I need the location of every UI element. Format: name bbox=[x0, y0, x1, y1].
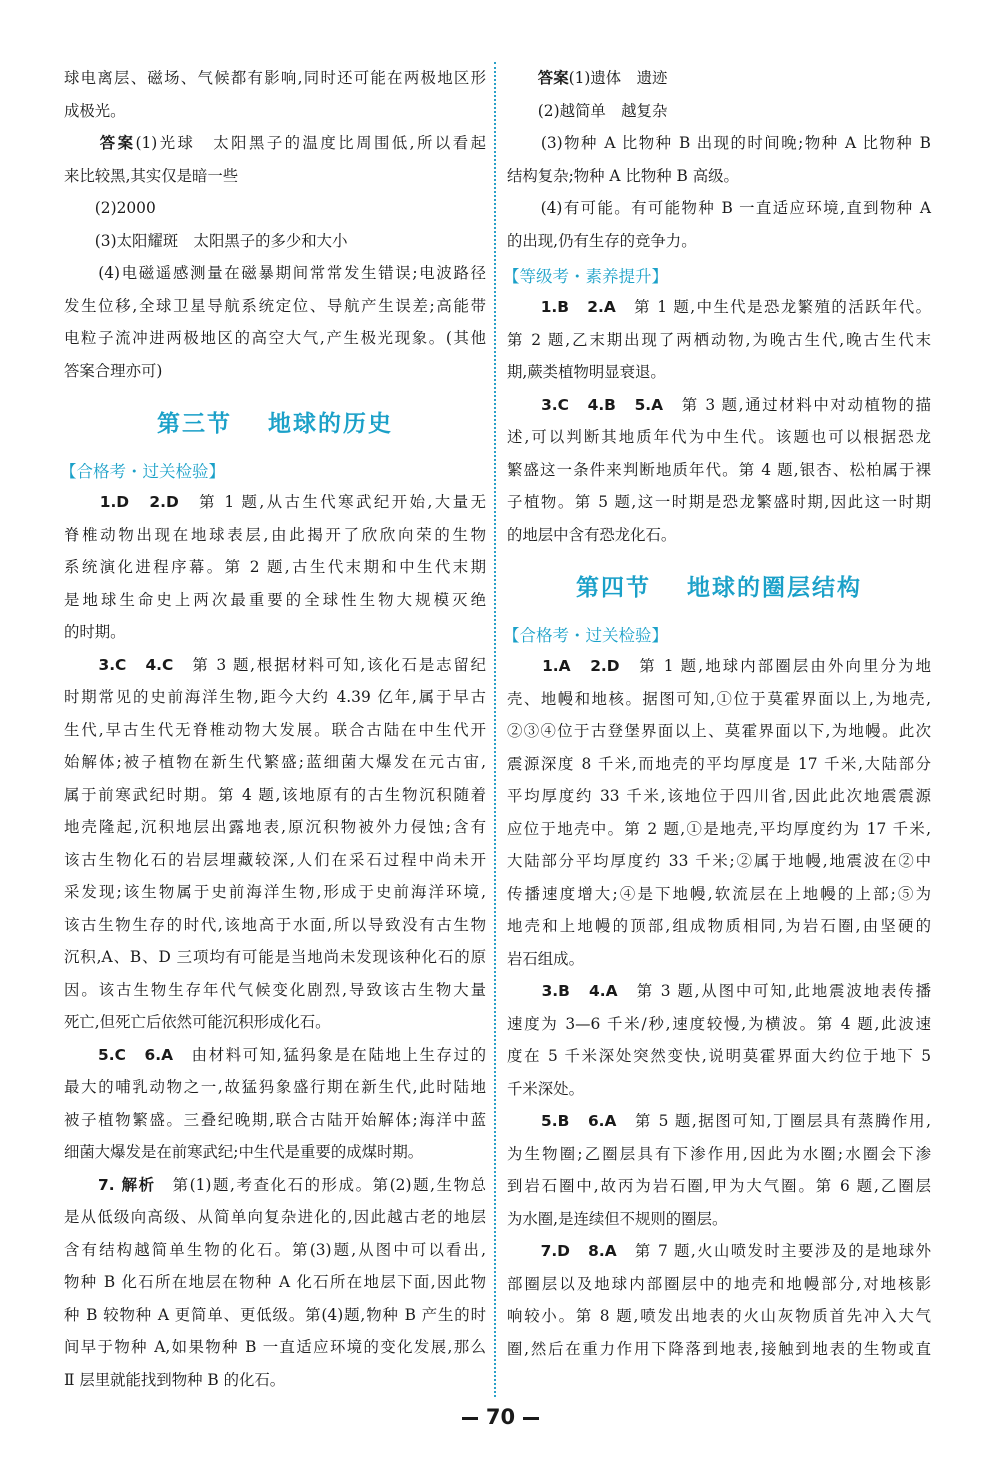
text-line: 采发现;该生物属于史前海洋生物,形成于史前海洋环境, bbox=[64, 883, 486, 901]
answer-text: (2)2000 bbox=[94, 199, 156, 217]
text-line: 始解体;被子植物在新生代繁盛;蓝细菌大爆发在元古宙, bbox=[64, 753, 486, 771]
text-line: 第 2 题,乙末期出现了两栖动物,为晚古生代,晚古生代末 bbox=[507, 330, 931, 349]
text-line bbox=[507, 975, 931, 1008]
explanation: 第 3 题,通过材料中对动植物的描 bbox=[663, 395, 931, 414]
text-line bbox=[64, 1169, 486, 1202]
text-line: 种 B 较物种 A 更简单、更低级。第(4)题,物种 B 产生的时 bbox=[64, 1305, 486, 1324]
answer-key: 3.C 4.C bbox=[98, 655, 174, 674]
answer-key: 7.D 8.A bbox=[540, 1242, 617, 1260]
text-line: 成极光。 bbox=[64, 101, 126, 120]
answer-key: 7. 解析 bbox=[98, 1175, 156, 1194]
text-line: 脊椎动物出现在地球表层,由此揭开了欣欣向荣的生物 bbox=[64, 525, 486, 544]
answer-key: 5.B 6.A bbox=[541, 1112, 617, 1130]
tag-label: 合格考・过关检验 bbox=[519, 626, 652, 645]
text-line bbox=[507, 1105, 931, 1138]
text-line: 响较小。第 8 题,喷发出地表的火山灰物质首先冲入大气 bbox=[507, 1307, 931, 1325]
text-line bbox=[507, 127, 931, 160]
text-line: 沉积,A、B、D 三项均有可能是当地尚未发现该种化石的原 bbox=[64, 948, 486, 966]
text-line: 千米深处。 bbox=[507, 1079, 584, 1098]
explanation: 第 3 题,根据材料可知,该化石是志留纪 bbox=[173, 655, 486, 674]
question-7-8 bbox=[507, 1235, 931, 1365]
answer-text: (1)光球 太阳黑子的温度比周围低,所以看起 bbox=[135, 134, 486, 152]
text-line: 为水圈,是连续但不规则的圈层。 bbox=[507, 1209, 728, 1228]
question-5-6 bbox=[507, 1105, 931, 1235]
text-line: 部圈层以及地球内部圈层中的地壳和地幔部分,对地核影 bbox=[507, 1274, 931, 1293]
text-line bbox=[507, 650, 931, 683]
text-line: 大陆部分平均厚度约 33 千米;②属于地幔,地震波在②中 bbox=[507, 852, 931, 870]
text-line: 的地层中含有恐龙化石。 bbox=[507, 525, 677, 544]
text-line: 来比较黑,其实仅是暗一些 bbox=[64, 166, 239, 185]
text-line: 应位于地壳中。第 2 题,①是地壳,平均厚度约为 17 千米, bbox=[507, 819, 931, 838]
explanation: 第 1 题,中生代是恐龙繁殖的活跃年代。 bbox=[615, 298, 931, 316]
text-line bbox=[64, 486, 486, 519]
category-tag: 【合格考・过关检验】 bbox=[60, 462, 225, 481]
answer-key: 5.C 6.A bbox=[98, 1045, 174, 1064]
left-column bbox=[60, 62, 486, 1396]
question-1-2 bbox=[507, 650, 931, 975]
text-line: 含有结构越简单生物的化石。第(3)题,从图中可以看出, bbox=[64, 1240, 486, 1259]
text-line: 壳、地幔和地核。据图可知,①位于莫霍界面以上,为地壳, bbox=[507, 689, 931, 708]
question-5-6 bbox=[64, 1039, 486, 1169]
text-line bbox=[507, 62, 931, 95]
explanation: 由材料可知,猛犸象是在陆地上生存过的 bbox=[173, 1045, 486, 1064]
explanation: 第(1)题,考查化石的形成。第(2)题,生物总 bbox=[155, 1175, 486, 1194]
text-line: Ⅱ 层里就能找到物种 B 的化石。 bbox=[64, 1370, 286, 1389]
column-divider bbox=[494, 62, 496, 1397]
section-number: 第四节 bbox=[576, 575, 651, 601]
text-line: ②③④位于古登堡界面以上、莫霍界面以下,为地幔。此次 bbox=[507, 722, 931, 740]
text-line: 球电离层、磁场、气候都有影响,同时还可能在两极地区形 bbox=[64, 69, 486, 87]
text-line: 岩石组成。 bbox=[507, 949, 584, 968]
section-title bbox=[64, 405, 486, 438]
text-line: 该古生物生存的时代,该地高于水面,所以导致没有古生物 bbox=[64, 915, 486, 934]
continued-paragraph bbox=[64, 62, 486, 127]
answer-text: (4)有可能。有可能物种 B 一直适应环境,直到物种 A bbox=[540, 199, 931, 217]
text-line: 繁盛这一条件来判断地质年代。第 4 题,银杏、松柏属于裸 bbox=[507, 460, 931, 479]
section-name: 地球的圈层结构 bbox=[687, 575, 862, 601]
answer-block bbox=[64, 127, 486, 387]
explanation: 第 1 题,从古生代寒武纪开始,大量无 bbox=[178, 493, 486, 511]
text-line: 属于前寒武纪时期。第 4 题,该地原有的古生物沉积随着 bbox=[64, 785, 486, 804]
text-line bbox=[507, 291, 931, 324]
answer-key: 1.D 2.D bbox=[99, 493, 179, 511]
text-line bbox=[507, 389, 931, 422]
answer-block bbox=[507, 62, 931, 257]
text-line: 传播速度增大;④是下地幔,软流层在上地幔的上部;⑤为 bbox=[507, 884, 931, 903]
answer-key: 3.C 4.B 5.A bbox=[541, 395, 664, 414]
text-line: 因。该古生物生存年代气候变化剧烈,导致该古生物大量 bbox=[64, 980, 486, 999]
answer-text: (3)物种 A 比物种 B 出现的时间晚;物种 A 比物种 B bbox=[540, 134, 931, 152]
text-line: 电粒子流冲进两极地区的高空大气,产生极光现象。(其他 bbox=[64, 329, 486, 347]
tag-label: 合格考・过关检验 bbox=[76, 462, 209, 481]
text-line: 该古生物化石的岩层埋藏较深,人们在采石过程中尚未开 bbox=[64, 850, 486, 869]
explanation: 第 1 题,地球内部圈层由外向里分为地 bbox=[619, 657, 931, 675]
text-line: 子植物。第 5 题,这一时期是恐龙繁盛时期,因此这一时期 bbox=[507, 493, 931, 511]
text-line: 地壳隆起,沉积地层出露地表,原沉积物被外力侵蚀;含有 bbox=[64, 818, 486, 836]
text-line: 地壳和上地幔的顶部,组成物质相同,为岩石圈,由坚硬的 bbox=[507, 917, 931, 935]
section-name: 地球的历史 bbox=[268, 411, 393, 437]
text-line bbox=[64, 225, 486, 258]
section-number: 第三节 bbox=[157, 411, 232, 437]
text-line bbox=[64, 649, 486, 682]
text-line: 是地球生命史上两次最重要的全球性生物大规模灭绝 bbox=[64, 590, 486, 609]
text-line: 间早于物种 A,如果物种 B 一直适应环境的变化发展,那么 bbox=[64, 1338, 486, 1356]
text-line bbox=[507, 1235, 931, 1268]
answer-label: 答案 bbox=[537, 69, 569, 87]
text-line: 结构复杂;物种 A 比物种 B 高级。 bbox=[507, 166, 739, 185]
text-line: 生代,早古生代无脊椎动物大发展。联合古陆在中生代开 bbox=[64, 720, 486, 739]
question-7 bbox=[64, 1169, 486, 1397]
right-column bbox=[503, 62, 931, 1365]
text-line: 度在 5 千米深处突然变快,说明莫霍界面大约位于地下 5 bbox=[507, 1047, 931, 1065]
answer-key: 1.A 2.D bbox=[542, 657, 620, 675]
text-line: 的出现,仍有生存的竞争力。 bbox=[507, 231, 697, 250]
page-number-text: 70 bbox=[485, 1405, 516, 1429]
category-tag: 【等级考・素养提升】 bbox=[503, 267, 668, 286]
category-tag: 【合格考・过关检验】 bbox=[503, 626, 668, 645]
answer-text: (2)越简单 越复杂 bbox=[537, 101, 668, 120]
text-line bbox=[507, 95, 931, 128]
text-line: 平均厚度约 33 千米,该地位于四川省,因此此次地震震源 bbox=[507, 787, 931, 805]
text-line: 答案合理亦可) bbox=[64, 361, 163, 380]
explanation: 第 7 题,火山喷发时主要涉及的是地球外 bbox=[616, 1242, 931, 1260]
question-3-5 bbox=[507, 389, 931, 552]
text-line bbox=[64, 192, 486, 225]
text-line: 为生物圈;乙圈层具有下渗作用,因此为水圈;水圈会下渗 bbox=[507, 1144, 931, 1163]
text-line: 细菌大爆发是在前寒武纪;中生代是重要的成煤时期。 bbox=[64, 1143, 424, 1161]
text-line: 期,蕨类植物明显衰退。 bbox=[507, 363, 666, 381]
text-line: 物种 B 化石所在地层在物种 A 化石所在地层下面,因此物 bbox=[64, 1273, 486, 1291]
text-line: 到岩石圈中,故丙为岩石圈,甲为大气圈。第 6 题,乙圈层 bbox=[507, 1177, 931, 1195]
page-number bbox=[0, 1405, 1001, 1429]
answer-text: (1)遗体 遗迹 bbox=[568, 69, 668, 87]
answer-text: (4)电磁遥感测量在磁暴期间常常发生错误;电波路径 bbox=[98, 264, 486, 282]
explanation: 第 3 题,从图中可知,此地震波地表传播 bbox=[617, 982, 931, 1000]
section-title bbox=[507, 569, 931, 602]
question-1-2 bbox=[507, 291, 931, 389]
explanation: 第 5 题,据图可知,丁圈层具有蒸腾作用, bbox=[616, 1112, 931, 1130]
text-line: 发生位移,全球卫星导航系统定位、导航产生误差;高能带 bbox=[64, 296, 486, 315]
answer-text: (3)太阳耀斑 太阳黑子的多少和大小 bbox=[94, 231, 348, 250]
text-line bbox=[64, 127, 486, 160]
question-3-4 bbox=[64, 649, 486, 1039]
text-line: 述,可以判断其地质年代为中生代。该题也可以根据恐龙 bbox=[507, 428, 931, 446]
text-line: 圈,然后在重力作用下降落到地表,接触到地表的生物或直 bbox=[507, 1339, 931, 1358]
question-1-2 bbox=[64, 486, 486, 649]
text-line bbox=[507, 192, 931, 225]
text-line bbox=[64, 1039, 486, 1072]
text-line: 震源深度 8 千米,而地壳的平均厚度是 17 千米,大陆部分 bbox=[507, 754, 931, 773]
answer-key: 3.B 4.A bbox=[541, 982, 618, 1000]
answer-label: 答案 bbox=[99, 134, 136, 152]
text-line bbox=[64, 257, 486, 290]
text-line: 最大的哺乳动物之一,故猛犸象盛行期在新生代,此时陆地 bbox=[64, 1078, 486, 1096]
text-line: 的时期。 bbox=[64, 623, 126, 641]
text-line: 时期常见的史前海洋生物,距今大约 4.39 亿年,属于早古 bbox=[64, 688, 486, 706]
question-3-4 bbox=[507, 975, 931, 1105]
tag-label: 等级考・素养提升 bbox=[519, 267, 652, 286]
answer-key: 1.B 2.A bbox=[540, 298, 616, 316]
text-line: 系统演化进程序幕。第 2 题,古生代末期和中生代末期 bbox=[64, 558, 486, 576]
text-line: 速度为 3—6 千米/秒,速度较慢,为横波。第 4 题,此波速 bbox=[507, 1014, 931, 1033]
text-line: 是从低级向高级、从简单向复杂进化的,因此越古老的地层 bbox=[64, 1208, 486, 1226]
text-line: 被子植物繁盛。三叠纪晚期,联合古陆开始解体;海洋中蓝 bbox=[64, 1110, 486, 1129]
text-line: 死亡,但死亡后依然可能沉积形成化石。 bbox=[64, 1013, 331, 1031]
